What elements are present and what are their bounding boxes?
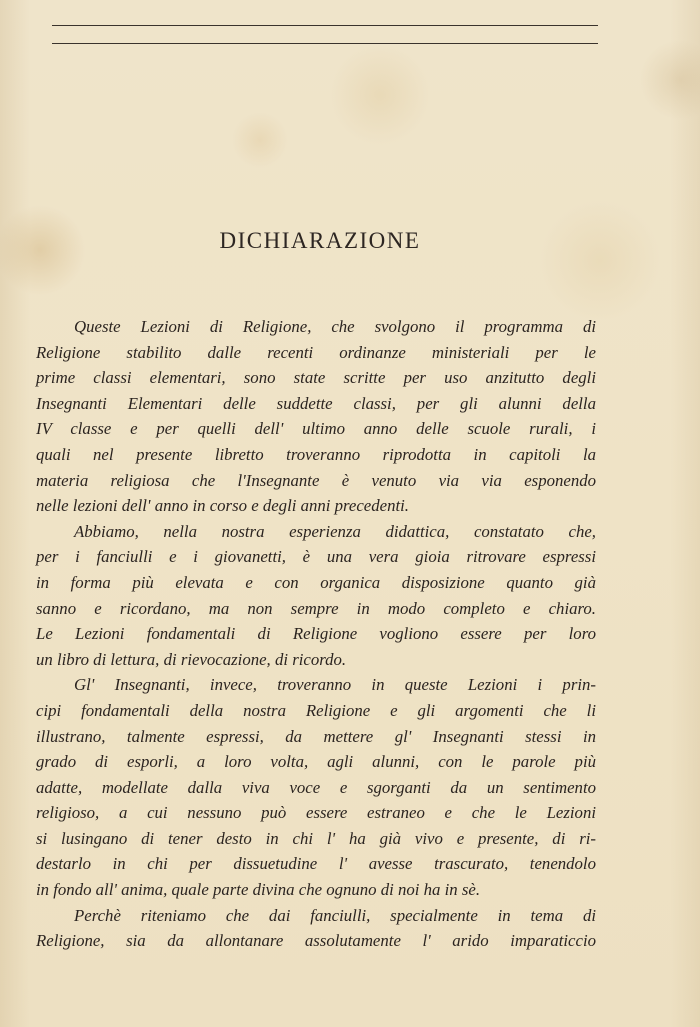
text-line: per i fanciulli e i giovanetti, è una vera gioia ritrovare espressi — [36, 547, 596, 567]
text-line: cipi fondamentali della nostra Religione e gli argomenti che li — [36, 700, 596, 720]
text-line: religioso, a cui nessuno può essere estraneo e che le Lezioni — [36, 803, 596, 823]
text-line: materia religiosa che l'Insegnante è venuto via via esponendo — [36, 470, 596, 490]
text-line: in fondo all' anima, quale parte divina che ognuno di noi ha in sè. — [36, 880, 481, 900]
page-title: DICHIARAZIONE — [219, 228, 421, 253]
body-text — [36, 314, 596, 954]
text-line: Le Lezioni fondamentali di Religione vogliono essere per loro — [36, 624, 596, 644]
text-line: sanno e ricordano, ma non sempre in modo completo e chiaro. — [36, 598, 596, 618]
text-line: grado di esporli, a loro volta, agli alunni, con le parole più — [36, 752, 596, 772]
text-line: quali nel presente libretto troveranno riprodotta in capitoli la — [36, 444, 596, 464]
text-line: Gl' Insegnanti, invece, troveranno in queste Lezioni i prin- — [74, 675, 596, 695]
text-line: Abbiamo, nella nostra esperienza didattica, constatato che, — [74, 521, 596, 541]
text-line: Religione, sia da allontanare assolutamente l' arido imparaticcio — [36, 931, 596, 951]
header-rule-top — [52, 25, 598, 26]
text-line: prime classi elementari, sono state scritte per uso anzitutto degli — [36, 368, 596, 388]
text-line: Insegnanti Elementari delle suddette classi, per gli alunni della — [36, 393, 596, 413]
text-line: IV classe e per quelli dell' ultimo anno delle scuole rurali, i — [36, 419, 596, 439]
text-line: Religione stabilito dalle recenti ordinanze ministeriali per le — [36, 342, 596, 362]
text-line: illustrano, talmente espressi, da mettere gl' Insegnanti stessi in — [36, 726, 596, 746]
text-line: adatte, modellate dalla viva voce e sgorganti da un sentimento — [36, 777, 596, 797]
text-line: Perchè riteniamo che dai fanciulli, specialmente in tema di — [74, 905, 596, 925]
text-line: nelle lezioni dell' anno in corso e degli anni precedenti. — [36, 496, 410, 516]
text-line: Queste Lezioni di Religione, che svolgono il programma di — [74, 317, 596, 336]
text-line: in forma più elevata e con organica disposizione quanto già — [36, 572, 596, 592]
header-rule-bottom — [52, 43, 598, 44]
text-line: destarlo in chi per dissuetudine l' avesse trascurato, tenendolo — [36, 854, 596, 874]
text-line: si lusingano di tener desto in chi l' ha già vivo e presente, di ri- — [36, 828, 596, 848]
text-line: un libro di lettura, di rievocazione, di ricordo. — [36, 649, 347, 669]
